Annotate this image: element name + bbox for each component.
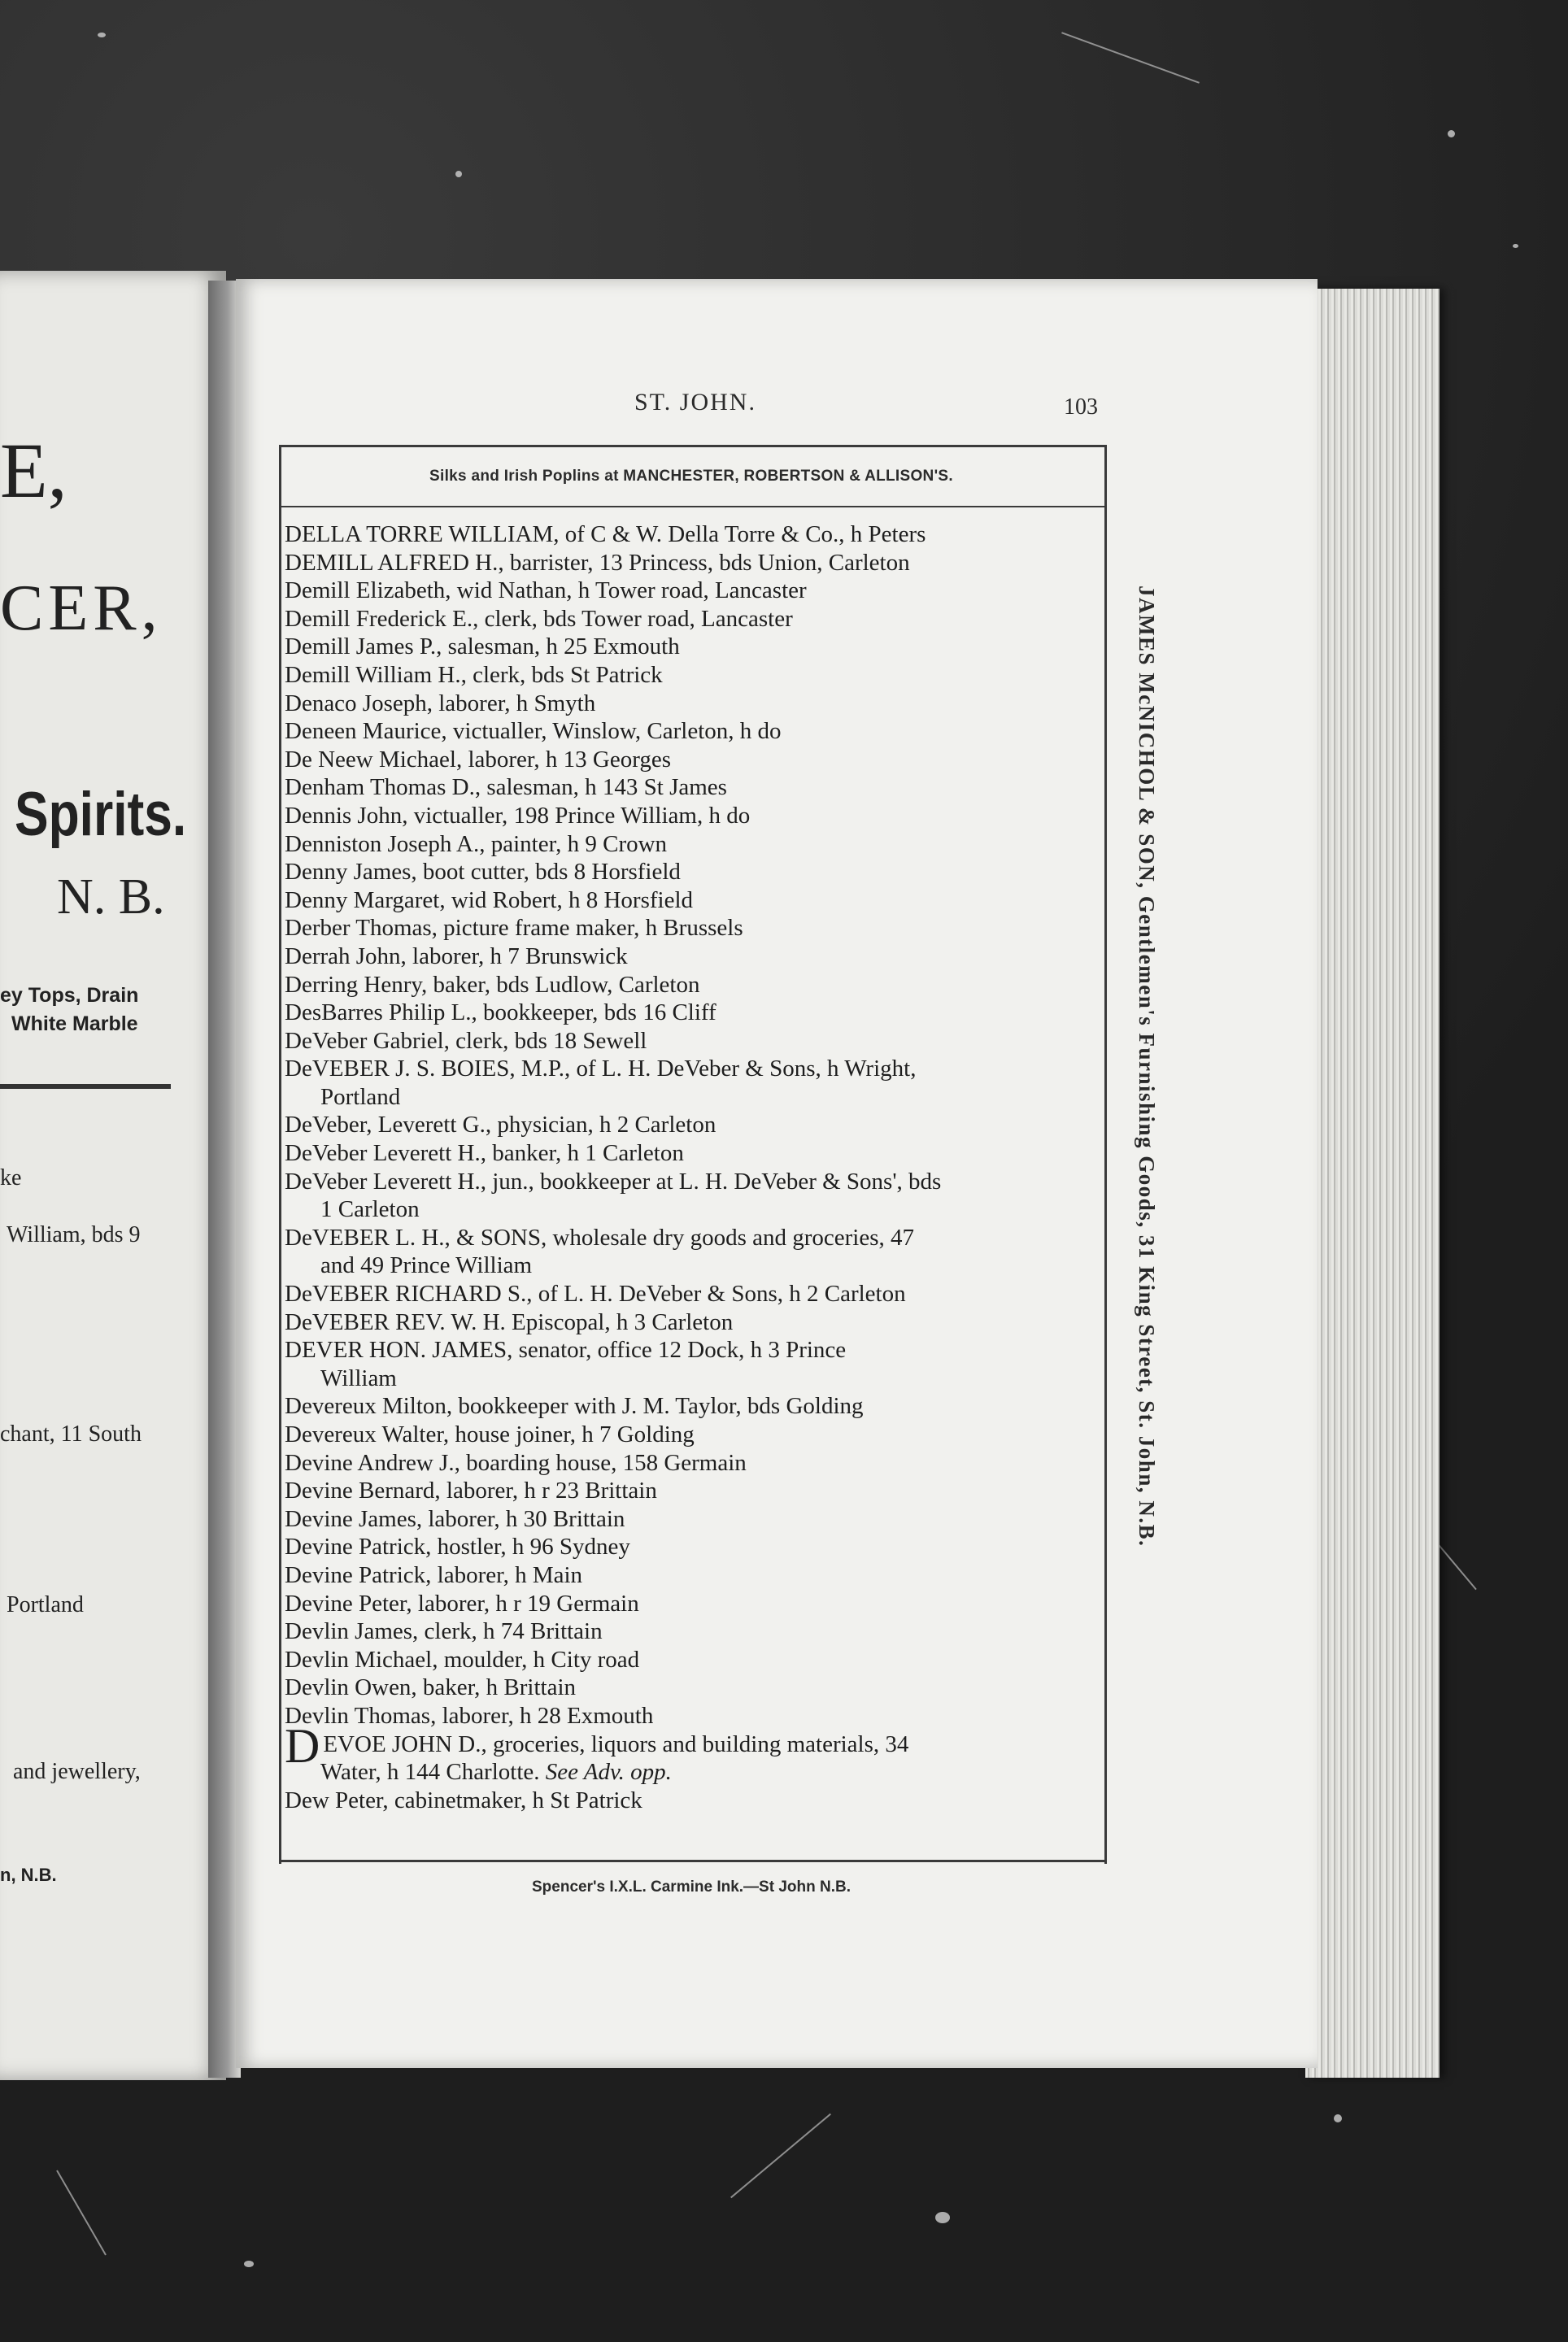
left-fragment: N. B. [57,869,165,925]
directory-entry: Devine Patrick, hostler, h 96 Sydney [285,1534,630,1561]
running-title: ST. JOHN. [634,389,756,416]
side-advertisement: JAMES McNICHOL & SON, Gentlemen's Furnishing Goods, 31 King Street, St. John, N.B. [1135,586,1159,1548]
directory-entry: DesBarres Philip L., bookkeeper, bds 16 Cliff [285,999,716,1026]
left-fragment: CER, [0,572,163,644]
directory-entry: DeVEBER REV. W. H. Episcopal, h 3 Carleton [285,1308,734,1335]
directory-entry: Demill Elizabeth, wid Nathan, h Tower road, Lancaster [285,577,807,604]
directory-entry-continuation: Portland [320,1083,401,1110]
directory-entry-continuation: and 49 Prince William [320,1252,533,1279]
see-advertisement-note: See Adv. opp. [545,1759,672,1786]
left-fragment: ke [0,1165,22,1191]
footer-advertisement: Spencer's I.X.L. Carmine Ink.—St John N.B. [532,1878,851,1896]
directory-entry: Devine Bernard, laborer, h r 23 Brittain [285,1478,657,1504]
dust-speck [98,33,106,37]
directory-entry-continuation: 1 Carleton [320,1196,420,1223]
directory-entry: DeVEBER RICHARD S., of L. H. DeVeber & Sons, h 2 Carleton [285,1281,906,1308]
directory-entry: Devlin Owen, baker, h Brittain [285,1674,577,1701]
directory-entry: Devereux Milton, bookkeeper with J. M. Taylor, bds Golding [285,1393,864,1420]
directory-entry: Devine Patrick, laborer, h Main [285,1561,583,1588]
directory-entry: Derrah John, laborer, h 7 Brunswick [285,942,628,969]
page-edges [1305,289,1440,2078]
frame-bottom-rule [279,1860,1107,1862]
left-fragment: William, bds 9 [7,1222,141,1247]
directory-entry: DeVeber Leverett H., banker, h 1 Carleton [285,1140,684,1167]
directory-entry: DeVeber, Leverett G., physician, h 2 Carleton [285,1112,716,1138]
film-scratch [730,2113,831,2198]
directory-entry: Devlin Thomas, laborer, h 28 Exmouth [285,1702,654,1729]
left-fragment: n, N.B. [0,1865,57,1885]
left-rule [0,1084,171,1089]
dust-speck [935,2212,950,2223]
directory-entry: Denny James, boot cutter, bds 8 Horsfield [285,859,681,886]
directory-entry: Devlin James, clerk, h 74 Brittain [285,1618,603,1645]
directory-entry: DeVeber Gabriel, clerk, bds 18 Sewell [285,1027,647,1054]
dust-speck [1334,2114,1342,2122]
dust-speck [1513,244,1518,248]
directory-entry: DeVEBER L. H., & SONS, wholesale dry goods and groceries, 47 [285,1224,915,1251]
left-fragment: Spirits. [15,780,187,849]
directory-entry: Devlin Michael, moulder, h City road [285,1646,640,1673]
drop-cap: D [285,1718,320,1773]
header-rule [279,506,1104,507]
devoe-line-2: Water, h 144 Charlotte. [320,1759,540,1786]
film-scratch [56,2170,107,2256]
directory-entry: Dew Peter, cabinetmaker, h St Patrick [285,1787,642,1813]
devoe-line-1: EVOE JOHN D., groceries, liquors and building materials, 34 [323,1730,909,1757]
left-fragment: White Marble [11,1012,138,1035]
directory-entry: De Neew Michael, laborer, h 13 Georges [285,746,672,773]
directory-entry-continuation: William [320,1365,397,1391]
directory-entry: DeVeber Leverett H., jun., bookkeeper at L. H. DeVeber & Sons', bds [285,1168,942,1195]
devoe-entry-continuation [285,1758,1098,1787]
left-page [0,271,226,2080]
film-scratch [1061,32,1200,83]
directory-entry: Devine Andrew J., boarding house, 158 Germain [285,1449,747,1476]
left-fragment: Portland [7,1592,84,1617]
directory-entry: DEVER HON. JAMES, senator, office 12 Dock, h 3 Prince [285,1337,847,1364]
directory-entry: Dennis John, victualler, 198 Prince William, h do [285,802,751,829]
directory-entry: Deneen Maurice, victualler, Winslow, Carleton, h do [285,718,782,745]
directory-entries [285,520,1098,1814]
dust-speck [244,2261,254,2267]
directory-entry: Devereux Walter, house joiner, h 7 Golding [285,1421,695,1447]
directory-entry: Devine James, laborer, h 30 Brittain [285,1505,625,1532]
directory-entry: Devine Peter, laborer, h r 19 Germain [285,1590,639,1617]
left-fragment: ey Tops, Drain [0,984,139,1007]
directory-entry: Derber Thomas, picture frame maker, h Brussels [285,915,743,942]
left-fragment: E, [0,427,68,514]
directory-entry: Denniston Joseph A., painter, h 9 Crown [285,830,668,857]
directory-entry: DeVEBER J. S. BOIES, M.P., of L. H. DeVeber & Sons, h Wright, [285,1056,917,1082]
directory-entry: DEMILL ALFRED H., barrister, 13 Princess, bds Union, Carleton [285,549,910,576]
directory-entry: Derring Henry, baker, bds Ludlow, Carleton [285,971,700,998]
directory-entry: Denham Thomas D., salesman, h 143 St James [285,774,727,801]
directory-entry: Denaco Joseph, laborer, h Smyth [285,690,596,716]
left-fragment: and jewellery, [13,1759,141,1784]
directory-entry: Demill James P., salesman, h 25 Exmouth [285,633,680,660]
left-fragment: chant, 11 South [0,1421,142,1447]
page-number: 103 [1064,394,1098,420]
directory-entry: DELLA TORRE WILLIAM, of C & W. Della Torre & Co., h Peters [285,521,926,547]
directory-entry: Denny Margaret, wid Robert, h 8 Horsfield [285,886,694,913]
header-advertisement: Silks and Irish Poplins at MANCHESTER, ROBERTSON & ALLISON'S. [429,468,953,485]
directory-entry: Demill William H., clerk, bds St Patrick [285,661,663,688]
dust-speck [455,171,462,177]
dust-speck [1448,130,1455,137]
directory-entry: Demill Frederick E., clerk, bds Tower road, Lancaster [285,605,793,632]
